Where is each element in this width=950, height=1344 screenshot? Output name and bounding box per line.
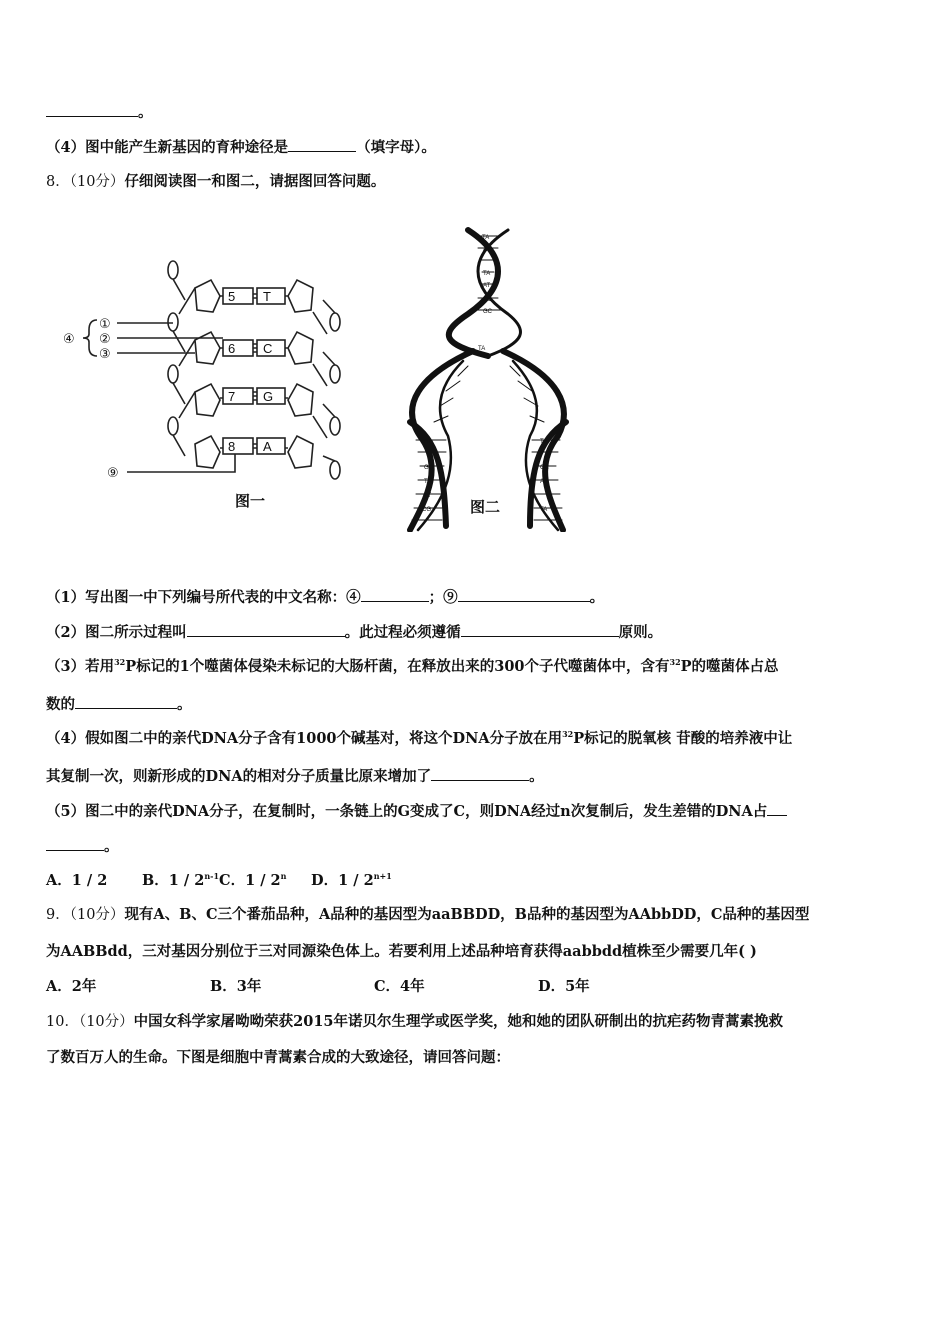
nucleotide-number-8: 8 (228, 439, 236, 454)
q8-part3-cont: 数的 。 (46, 696, 192, 713)
answer-blank[interactable] (361, 587, 429, 602)
base-pair-label: AT (483, 247, 491, 253)
phosphate (168, 261, 178, 279)
option-c[interactable]: C．1 / 2$^n$ (219, 871, 287, 889)
q8-part4-cont: 其复制一次，则新形成的DNA的相对分子质量比原来增加了 。 (46, 768, 544, 785)
q8-options (46, 871, 392, 891)
phosphate (330, 461, 340, 479)
base-T: T (263, 289, 271, 304)
base-pair-label: AT (424, 493, 432, 499)
q8-part4: （4）假如图二中的亲代DNA分子含有1000个碱基对，将这个DNA分子放在用$^{32}$P标记的脱氧核 苷酸的培养液中让 (46, 729, 793, 747)
phosphate (168, 417, 178, 435)
q8-part1: （1）写出图一中下列编号所代表的中文名称：④ ；⑨ 。 (46, 589, 605, 606)
q8-stem: 8．（10分）仔细阅读图一和图二，请据图回答问题。 (46, 173, 386, 190)
option-b[interactable]: B．3年 (210, 978, 262, 995)
q10-stem-cont: 了数百万人的生命。下图是细胞中青蒿素合成的大致途径，请回答问题： (46, 1049, 510, 1066)
q8-part5: （5）图二中的亲代DNA分子，在复制时，一条链上的G变成了C，则DNA经过n次复制后，发生差错的DNA占 (46, 801, 787, 822)
option-a[interactable]: A．1 / 2 (46, 872, 108, 889)
q9-options (46, 977, 590, 997)
option-d[interactable]: D．$1 / 2^{n+1}$ (311, 871, 392, 889)
figure-1-dna-structure (55, 250, 355, 520)
base-pair-label: GC (483, 309, 492, 315)
phosphate (168, 365, 178, 383)
option-a[interactable]: A．2年 (46, 978, 97, 995)
answer-blank[interactable] (767, 801, 787, 816)
label-circle-9: ⑨ (107, 465, 119, 480)
nucleotide-number-7: 7 (228, 389, 236, 404)
answer-blank[interactable] (187, 622, 345, 637)
q8-part5-cont: 。 (46, 836, 119, 857)
base-C: C (263, 341, 273, 356)
base-pair-label: TA (540, 439, 548, 445)
q9-stem-cont: 为AABBdd，三对基因分别位于三对同源染色体上。若要利用上述品种培育获得aabbdd植株至少需要几年( ) (46, 943, 757, 960)
base-G: G (263, 389, 274, 404)
base-pair-label: TA (478, 346, 486, 352)
base-pair-label: TA (424, 479, 432, 485)
answer-blank[interactable] (431, 766, 529, 781)
option-c[interactable]: C．4年 (374, 978, 425, 995)
prev-answer-blank-line: 。 (46, 102, 153, 123)
answer-blank[interactable] (46, 836, 104, 851)
answer-blank[interactable] (75, 694, 177, 709)
nucleotide-number-5: 5 (228, 289, 236, 304)
figure-2-caption: 图二 (470, 499, 501, 516)
option-b[interactable]: B．1 / 2$^{n-1}$ (142, 871, 220, 889)
q10-stem: 10．（10分）中国女科学家屠呦呦荣获2015年诺贝尔生理学或医学奖，她和她的团队研制出的抗疟药物青蒿素挽救 (46, 1013, 784, 1030)
base-pair-label: TA (483, 271, 491, 277)
figure-2-dna-replication (398, 226, 578, 532)
q8-part3: （3）若用$^{32}$P标记的1个噬菌体侵染未标记的大肠杆菌，在释放出来的300个子代噬菌体中，含有$^{32}$P的噬菌体占总 (46, 657, 779, 675)
base-pair-label: CG (483, 297, 492, 303)
base-pair-label: AT (483, 283, 491, 289)
nucleotide-number-6: 6 (228, 341, 236, 356)
answer-blank[interactable] (288, 137, 356, 152)
option-d[interactable]: D．5年 (538, 978, 590, 995)
base-pair-label: GC (424, 465, 433, 471)
answer-blank[interactable] (458, 587, 590, 602)
base-pair-label: CG (422, 507, 431, 513)
phosphate (330, 313, 340, 331)
label-circle-2: ② (99, 331, 111, 346)
phosphate (168, 313, 178, 331)
q9-stem: 9．（10分）现有A、B、C三个番茄品种，A品种的基因型为aaBBDD，B品种的基因型为AAbbDD，C品种的基因型 (46, 906, 810, 923)
figure-1-caption: 图一 (235, 493, 266, 510)
base-pair-label: TA (540, 507, 548, 513)
base-pair-label: TA (482, 235, 490, 241)
q8-part2: （2）图二所示过程叫 。此过程必须遵循 原则。 (46, 624, 663, 641)
base-A: A (263, 439, 272, 454)
answer-blank[interactable] (461, 622, 619, 637)
base-pair-label: AT (540, 479, 548, 485)
base-pair-label: AT (424, 439, 432, 445)
phosphate (330, 365, 340, 383)
phosphate (330, 417, 340, 435)
label-circle-1: ① (99, 316, 111, 331)
q7-part4: （4）图中能产生新基因的育种途径是 （填字母）。 (46, 139, 436, 156)
base-pair-label: GC (540, 465, 549, 471)
label-circle-3: ③ (99, 346, 111, 361)
label-circle-4: ④ (63, 331, 75, 346)
answer-blank[interactable] (46, 102, 138, 117)
